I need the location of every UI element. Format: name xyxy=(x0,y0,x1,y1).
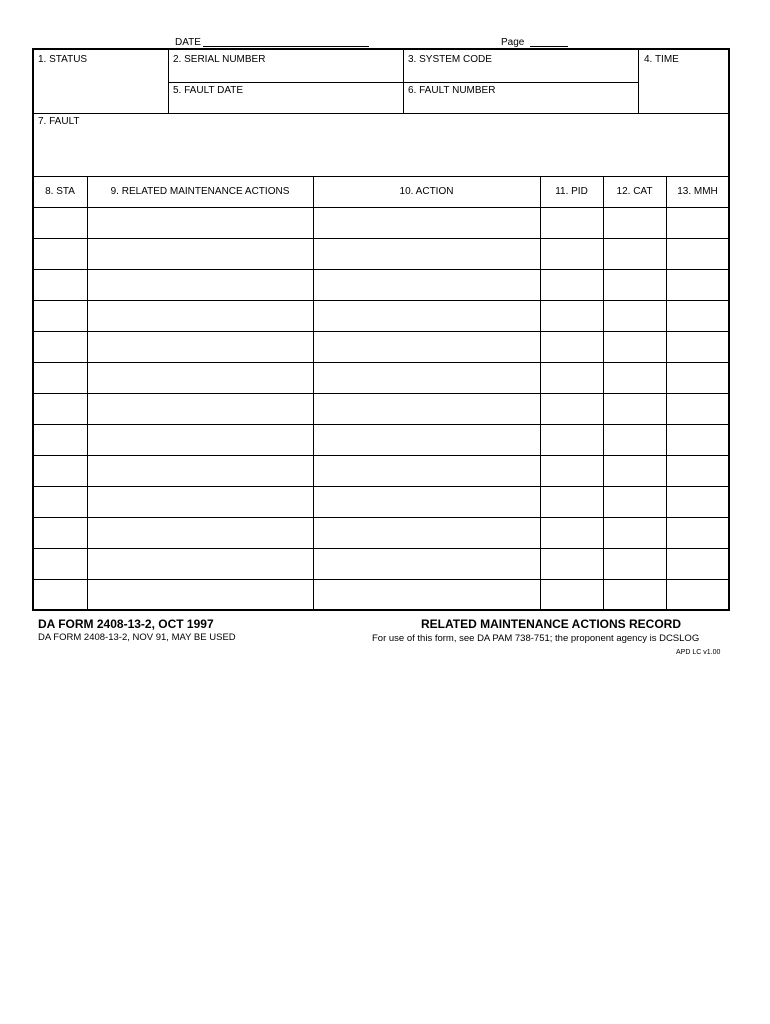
cell-related-action-row-10[interactable] xyxy=(88,488,312,516)
row-divider xyxy=(33,362,729,363)
cell-mmh-row-11[interactable] xyxy=(667,519,728,547)
cell-pid-row-10[interactable] xyxy=(541,488,602,516)
cell-sta-row-3[interactable] xyxy=(34,271,86,299)
cell-sta-row-13[interactable] xyxy=(34,581,86,609)
row-divider xyxy=(33,424,729,425)
cell-mmh-row-9[interactable] xyxy=(667,457,728,485)
cell-sta-row-5[interactable] xyxy=(34,333,86,361)
fault-label: 7. FAULT xyxy=(38,116,80,127)
cell-sta-row-8[interactable] xyxy=(34,426,86,454)
serial-number-label: 2. SERIAL NUMBER xyxy=(173,54,266,65)
cell-related-action-row-13[interactable] xyxy=(88,581,312,609)
row-divider xyxy=(33,455,729,456)
cell-sta-row-9[interactable] xyxy=(34,457,86,485)
cell-action-row-4[interactable] xyxy=(314,302,539,330)
row-divider xyxy=(33,300,729,301)
row-divider xyxy=(33,207,729,208)
cell-action-row-6[interactable] xyxy=(314,364,539,392)
cell-pid-row-2[interactable] xyxy=(541,240,602,268)
cell-sta-row-1[interactable] xyxy=(34,209,86,237)
cell-mmh-row-7[interactable] xyxy=(667,395,728,423)
cell-cat-row-2[interactable] xyxy=(604,240,665,268)
col-header-action: 10. ACTION xyxy=(399,186,454,197)
cell-mmh-row-4[interactable] xyxy=(667,302,728,330)
row-divider xyxy=(33,579,729,580)
cell-sta-row-6[interactable] xyxy=(34,364,86,392)
cell-cat-row-13[interactable] xyxy=(604,581,665,609)
col-header-sta: 8. STA xyxy=(45,186,75,197)
cell-action-row-1[interactable] xyxy=(314,209,539,237)
cell-related-action-row-9[interactable] xyxy=(88,457,312,485)
cell-mmh-row-3[interactable] xyxy=(667,271,728,299)
cell-action-row-10[interactable] xyxy=(314,488,539,516)
cell-pid-row-13[interactable] xyxy=(541,581,602,609)
fault-date-label: 5. FAULT DATE xyxy=(173,85,244,96)
date-label: DATE xyxy=(175,37,201,48)
cell-action-row-12[interactable] xyxy=(314,550,539,578)
cell-mmh-row-2[interactable] xyxy=(667,240,728,268)
form-title: RELATED MAINTENANCE ACTIONS RECORD xyxy=(421,617,681,631)
cell-pid-row-8[interactable] xyxy=(541,426,602,454)
usage-note: For use of this form, see DA PAM 738-751; the proponent agency is DCSLOG xyxy=(372,633,700,644)
cell-pid-row-1[interactable] xyxy=(541,209,602,237)
cell-cat-row-5[interactable] xyxy=(604,333,665,361)
cell-pid-row-6[interactable] xyxy=(541,364,602,392)
version-label: APD LC v1.00 xyxy=(676,649,721,656)
cell-pid-row-3[interactable] xyxy=(541,271,602,299)
page-label: Page xyxy=(501,37,525,48)
cell-cat-row-6[interactable] xyxy=(604,364,665,392)
cell-pid-row-12[interactable] xyxy=(541,550,602,578)
cell-mmh-row-5[interactable] xyxy=(667,333,728,361)
cell-related-action-row-11[interactable] xyxy=(88,519,312,547)
cell-sta-row-7[interactable] xyxy=(34,395,86,423)
system-code-label: 3. SYSTEM CODE xyxy=(408,54,492,65)
row-divider xyxy=(33,269,729,270)
row-divider xyxy=(33,393,729,394)
cell-pid-row-4[interactable] xyxy=(541,302,602,330)
time-label: 4. TIME xyxy=(644,54,679,65)
cell-pid-row-11[interactable] xyxy=(541,519,602,547)
supersedes-note: DA FORM 2408-13-2, NOV 91, MAY BE USED xyxy=(38,632,236,643)
row-divider xyxy=(33,238,729,239)
cell-related-action-row-4[interactable] xyxy=(88,302,312,330)
row-divider xyxy=(33,517,729,518)
cell-action-row-9[interactable] xyxy=(314,457,539,485)
cell-cat-row-3[interactable] xyxy=(604,271,665,299)
cell-action-row-3[interactable] xyxy=(314,271,539,299)
cell-related-action-row-12[interactable] xyxy=(88,550,312,578)
cell-action-row-8[interactable] xyxy=(314,426,539,454)
cell-related-action-row-6[interactable] xyxy=(88,364,312,392)
cell-cat-row-12[interactable] xyxy=(604,550,665,578)
row-divider xyxy=(33,331,729,332)
cell-sta-row-10[interactable] xyxy=(34,488,86,516)
cell-action-row-7[interactable] xyxy=(314,395,539,423)
cell-sta-row-2[interactable] xyxy=(34,240,86,268)
cell-related-action-row-1[interactable] xyxy=(88,209,312,237)
cell-pid-row-9[interactable] xyxy=(541,457,602,485)
cell-related-action-row-3[interactable] xyxy=(88,271,312,299)
cell-pid-row-5[interactable] xyxy=(541,333,602,361)
cell-mmh-row-12[interactable] xyxy=(667,550,728,578)
cell-mmh-row-10[interactable] xyxy=(667,488,728,516)
col-header-pid: 11. PID xyxy=(555,186,588,197)
cell-cat-row-1[interactable] xyxy=(604,209,665,237)
cell-related-action-row-2[interactable] xyxy=(88,240,312,268)
cell-related-action-row-7[interactable] xyxy=(88,395,312,423)
col-header-mmh: 13. MMH xyxy=(677,186,718,197)
cell-cat-row-7[interactable] xyxy=(604,395,665,423)
status-label: 1. STATUS xyxy=(38,54,88,65)
cell-mmh-row-13[interactable] xyxy=(667,581,728,609)
fault-number-label: 6. FAULT NUMBER xyxy=(408,85,496,96)
cell-action-row-2[interactable] xyxy=(314,240,539,268)
cell-cat-row-11[interactable] xyxy=(604,519,665,547)
cell-action-row-11[interactable] xyxy=(314,519,539,547)
cell-pid-row-7[interactable] xyxy=(541,395,602,423)
cell-action-row-5[interactable] xyxy=(314,333,539,361)
cell-cat-row-10[interactable] xyxy=(604,488,665,516)
cell-related-action-row-8[interactable] xyxy=(88,426,312,454)
col-header-cat: 12. CAT xyxy=(616,186,653,197)
row-divider xyxy=(33,548,729,549)
cell-mmh-row-8[interactable] xyxy=(667,426,728,454)
col-header-related-actions: 9. RELATED MAINTENANCE ACTIONS xyxy=(110,186,290,197)
cell-action-row-13[interactable] xyxy=(314,581,539,609)
form-id: DA FORM 2408-13-2, OCT 1997 xyxy=(38,617,214,631)
cell-sta-row-4[interactable] xyxy=(34,302,86,330)
cell-cat-row-4[interactable] xyxy=(604,302,665,330)
cell-mmh-row-1[interactable] xyxy=(667,209,728,237)
cell-cat-row-9[interactable] xyxy=(604,457,665,485)
cell-sta-row-12[interactable] xyxy=(34,550,86,578)
cell-cat-row-8[interactable] xyxy=(604,426,665,454)
cell-related-action-row-5[interactable] xyxy=(88,333,312,361)
cell-sta-row-11[interactable] xyxy=(34,519,86,547)
row-divider xyxy=(33,486,729,487)
cell-mmh-row-6[interactable] xyxy=(667,364,728,392)
